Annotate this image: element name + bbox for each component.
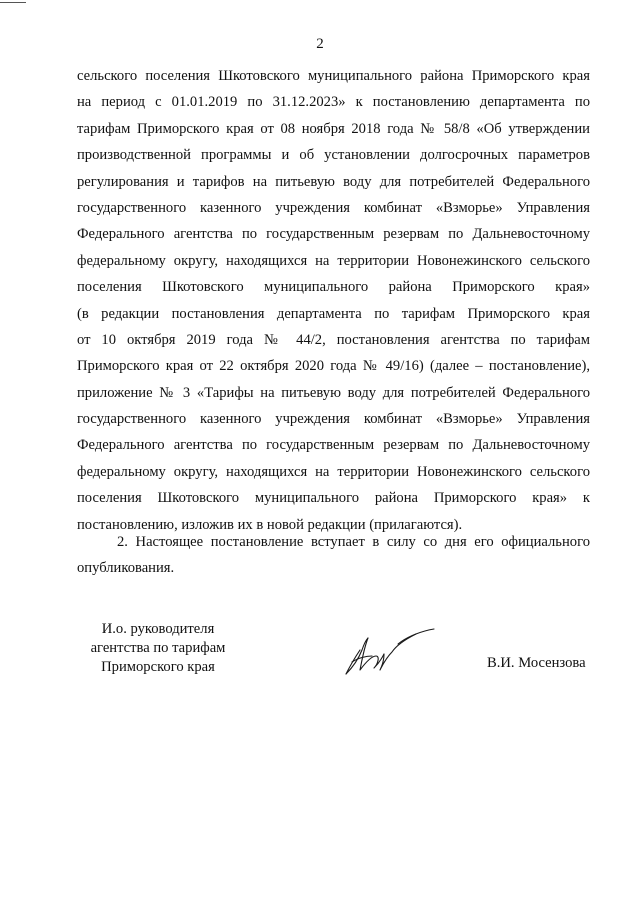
position-line: Приморского края bbox=[101, 659, 215, 675]
paragraph-1 bbox=[77, 63, 590, 538]
text-line: (в редакции постановления департамента по тарифам Приморского края bbox=[77, 305, 590, 322]
text-line: 2. Настоящее постановление вступает в силу со дня его официального bbox=[117, 534, 590, 550]
text-line: регулирования и тарифов на питьевую воду для потребителей Федерального bbox=[77, 173, 590, 190]
text-line: поселения Шкотовского муниципального района Приморского края» bbox=[77, 279, 590, 296]
text-line: поселения Шкотовского муниципального района Приморского края» к bbox=[77, 490, 590, 507]
position-line: агентства по тарифам bbox=[90, 640, 226, 656]
text-line: приложение № 3 «Тарифы на питьевую воду для потребителей Федерального bbox=[77, 384, 590, 401]
text-line: федеральному округу, находящихся на территории Новонежинского сельского bbox=[77, 252, 590, 269]
text-line: сельского поселения Шкотовского муниципального района Приморского края bbox=[77, 68, 590, 84]
position-line: И.о. руководителя bbox=[101, 621, 215, 637]
text-line: федеральному округу, находящихся на территории Новонежинского сельского bbox=[77, 463, 590, 480]
text-line: Федерального агентства по государственным резервам по Дальневосточному bbox=[77, 226, 590, 243]
text-line: производственной программы и об установлении долгосрочных параметров bbox=[77, 147, 590, 164]
text-line: от 10 октября 2019 года № 44/2, постановления агентства по тарифам bbox=[77, 331, 590, 348]
signatory-position bbox=[78, 620, 238, 677]
text-line: государственного казенного учреждения комбинат «Взморье» Управления bbox=[77, 199, 590, 216]
text-line: на период с 01.01.2019 по 31.12.2023» к постановлению департамента по bbox=[77, 94, 590, 111]
text-line: Федерального агентства по государственным резервам по Дальневосточному bbox=[77, 437, 590, 454]
text-line: Приморского края от 22 октября 2020 года № 49/16) (далее – постановление), bbox=[77, 358, 590, 375]
text-line: тарифам Приморского края от 08 ноября 2018 года № 58/8 «Об утверждении bbox=[77, 120, 590, 137]
signer-name: В.И. Мосензова bbox=[487, 655, 586, 671]
paragraph-2 bbox=[77, 529, 590, 582]
page-number: 2 bbox=[316, 36, 324, 52]
text-line: государственного казенного учреждения комбинат «Взморье» Управления bbox=[77, 411, 590, 428]
text-line: опубликования. bbox=[77, 560, 175, 577]
text-line: постановлению, изложив их в новой редакции (прилагаются). bbox=[77, 516, 463, 533]
handwritten-signature bbox=[338, 622, 438, 682]
scan-corner-mark bbox=[0, 2, 26, 3]
